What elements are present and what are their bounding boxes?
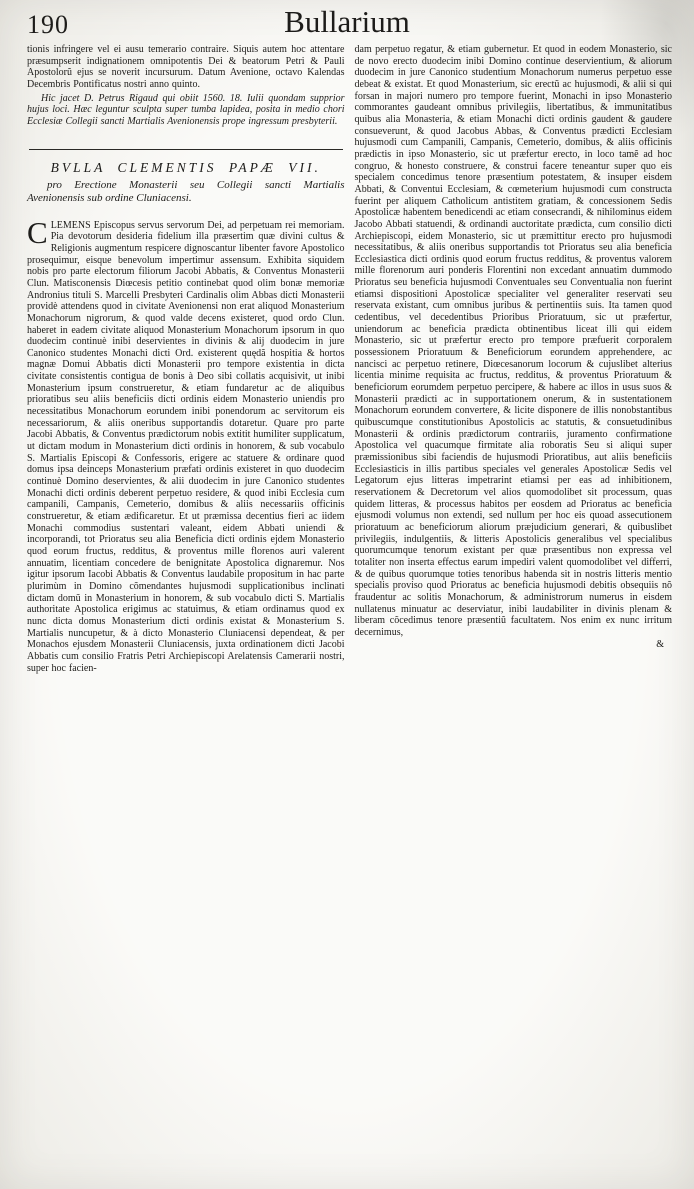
bull-body-left: [27, 214, 345, 675]
catchword: &: [656, 639, 664, 651]
continuation-paragraph: tionis infringere vel ei ausu temerario contraire. Siquis autem hoc attentare præsumpserit indignationem omnipotentis Dei & beatorum Petri & Pauli Apostolorũ ejus se noverit incursurum. Datum Avenione, octavo Kalendas Decembris Pontificatus nostri anno quinto.: [27, 44, 345, 90]
page-number: 190: [27, 10, 69, 39]
drop-cap-initial: C: [27, 214, 48, 250]
left-column: [27, 44, 345, 1189]
two-column-text-block: [27, 44, 672, 1189]
section-divider-rule: [29, 149, 343, 150]
page-title: Bullarium: [284, 4, 410, 39]
bull-body-right: dam perpetuo regatur, & etiam gubernetur. Et quod in eodem Monasterio, sic de novo erecto duodecim inibi Domino continue deservientium, & aliorum duodecim in jure Canonico studentium Monachorum numerus perpetuo esse debeat & existat. Et quod Monasterium, sic erectũ ac hujusmodi, & alii si qui forsan in majori numero pro tempore fuerint, Monachi in ipso Monasterio commorantes gaudeant omnibus privilegiis, libertatibus, & immunitatibus quibus alia Monasteria, & etiam Monachi dicti ordinis gaudent & gaudere consueverunt, & quod Jacobus Abbas, & Conventus prædicti Ecclesiam hujusmodi cum Campanili, Campanis, Cemeterio, domibus, & aliis officinis prædictis in ipso Monasterio, sic ut præfertur erecto, in loco tamẽ ad hoc congruo, & honesto construere, & construi facere teneantur super quo eis specialem concedimus tenore præsentium potestatem, & insuper eisdem Abbati, & Conventui Ecclesiam, & cœmeterium hujusmodi cum constructa fuerint per aliquem Catholicum antistitem gratiam, & concessionem Sedis Apostolicæ habentem benedicendi ac etiam consecrandi, & nihilominus eidem Jacobo Abbati statuendi, & ordinandi auctoritate prædicta, cum consilio dicti Archiepiscopi, eidem Monasterio, sic ut præmittitur erecto pro hujusmodi necessitatibus, & aliis oneribus supportandis tot Prioratus seu alia beneficia Ecclesiastica dicti ordinis quod eorum fructus redditus, & proventus valorem mille florenorum auri ponderis Florentini non excedant annuatim dummodo Prioratus seu beneficia hujusmodi Conventuales seu Conventualia non fuerint etiamsi dispositioni Apostolicæ specialiter vel generaliter reservati seu reservata existant, cum omnibus juribus & pertinentiis suis. Ita tamen quod cedentibus, vel decedentibus Prioribus Prioratuum, sic ut præfertur, uniendorum ac beneficia prædicta obtinentibus liceat illi qui eidem Monasterio, sic ut præfertur erecto pro tempore præfuerit corporalem possessionem Prioratuum & Beneficiorum eorundem apprehendere, ac nancisci ac perpetuo retinere, Diœcesanorum locorum & cujuslibet alterius licentia minime requisita ac fructus, redditus, & proventus Prioratuum & beneficiorum eorumdem perpetuo percipere, & habere ac illos in usus suos & Monasterii prædicti ac in supportationem onerum, & in sustentationem Monachorum eorundem convertere, & licite disponere de illis nonobstantibus quibuscumque constitutionibus Apostolicis ac statutis, & consuetudinibus Monasterii & ordinis prædictorum contrariis, juramento confirmatione Apostolica vel quacumque firmitate alia roboratis Seu si aliqui super præmissionibus sibi faciendis de hujusmodi Prioratibus, aut aliis beneficiis Ecclesiasticis in illis partibus speciales vel generales Apostolicæ Sedis vel Legatorum ejus litteras impetrarint etiamsi per eas ad inhibitionem, reservationem & Decretorum vel alios quomodolibet sit processum, quas quidem litteras, & processus habitos per eosdem ad Prioratus ac beneficia ejusmodi volumus non extendi, sed nullum per hoc eis quoad assecutionem prioratuum ac beneficiorum aliorum præjudicium generari, & quibuslibet privilegiis, indulgentiis, & litteris Apostolicis generalibus vel specialibus quorumcumque tenorum existant per quæ præsentibus non expressa vel totaliter non inserta effectus earum impediri valent quomodolibet vel differri, & de quibus quorumque toties tenoribus habenda sit in nostris litteris mentio specialis proviso quod Prioratus ac beneficia hujusmodi debitis obsequiis nõ fraudentur ac solitis Monachorum, & administrorum numerus in eisdem nullatenus minuatur ac deserviatur, inibi laudabiliter in divinis plenam & liberam cõcedimus tenore præsentiũ facultatem. Nos enim ex nunc irritum decernimus,: [354, 44, 672, 638]
epitaph-paragraph: Hic jacet D. Petrus Rigaud qui obiit 1560. 18. Iulii quondam supprior hujus loci. Hæc leguntur sculpta super tumba lapidea, posita in medio chori Ecclesiæ Collegii sancti Martialis Avenionensis prope ingressum presbyterii.: [27, 92, 345, 127]
right-column: [355, 44, 673, 1189]
bull-body-left-text: LEMENS Episcopus servus servorum Dei, ad perpetuam rei memoriam. Pia devotorum desideria fidelium illa præsertim quæ divini cultus & Religionis augmentum respicere dignoscantur libenter favore Apostolico prosequimur, eisque benevolum impertimur assensum. Exhibita siquidem nobis pro parte electorum filiorum Jacobi Abbatis, & Conventus Monasterii Clun. Matisconensis Diœcesis petitio continebat quod olim bonæ memoriæ Andronius tituli S. Marcelli Presbyteri Cardinalis olim Abbas dicti Monasterii providè attendens quod in civitate Avenionensi non erat aliquod Monasterium Monachorum nigrorum, & quod valde decens existeret, quod ordo Clun. haberet in eadem civitate aliquod Monasterium Monachorum ipsorum in quo duodecim continuè inibi deservientes in divinis & alij duodecim in jure Canonico studentes Monachi dicti Ord. existerent quędã hospitia & hortos magnæ Domui Abbatis dicti Monasterii pro tempore existentia in dicta civitate consistentis contigua de bonis à Deo sibi collatis acquisivit, ut inibi Monasterium ipsum construeretur, & etiam fundaretur ac de aliquibus prioratibus seu aliis beneficiis dicti ordinis eidem Monasterio uniendis pro necessitatibus Monachorum eorundem inibi ponendorum ac servitorum eis necessariorum, & aliis oneribus supportandis dotaretur. Quare pro parte Jacobi Abbatis, & Conventus prædictorum nobis extitit humiliter supplicatum, ut dictam modum in Monasterium dicti ordinis in honorem, & sub vocabulo S. Martialis Episcopi & Confessoris, erigere ac statuere & ordinare quod domus ipsa deinceps Monasterium præfati ordinis existeret in quo duodecim continuè Domino deservientes, & alii duodecim in jure Canonico studentes Monachi dicti ordinis deberent perpetuo residere, & quod inibi Ecclesia cum campanili, Campanis, Cemeterio, domibus & aliis necessariis officinis construeretur, & etiam ædificaretur. Et ut præmissa decentius fieri ac iidem Monachi commodius sustentari valeant, eidem Abbati uniendi & incorporandi, tot Prioratus seu alia Beneficia dicti ordinis ejdem Monasterio quod eorum fructus, redditus, & proventus mille florenos auri valerent annuatim, licentiam concedere de benignitate Apostolica dignaremur. Nos igitur ipsorum Iacobi Abbatis & Conventus laudabile propositum in hac parte plurimùm in Domino cõmendantes hujusmodi supplicationibus inclinati dictam domũ in Monasterium in honorem, & sub vocabulo dicti S. Martialis authoritate Apostolica erigimus ac statuimus, & etiam ordinamus quod ex nunc dicta domus Monasterium dicti ordinis existat & Monasterium S. Martialis nuncupetur, & à dicto Monasterio Cluniacensi dependeat, & per Monachos ejusdem Monasterii Cluniacensis, juxta ordinationem dicti Jacobi Abbatis cum consilio Fratris Petri Archiepiscopi Arelatensis Camerarii nostri, super hoc facien-: [27, 219, 345, 674]
bull-title: BVLLA CLEMENTIS PAPÆ VII.: [50, 159, 321, 175]
bull-subtitle: pro Erectione Monasterii seu Collegii sancti Martialis Avenionensis sub ordine Cluniacensi.: [27, 178, 345, 205]
page-header: [0, 4, 694, 44]
